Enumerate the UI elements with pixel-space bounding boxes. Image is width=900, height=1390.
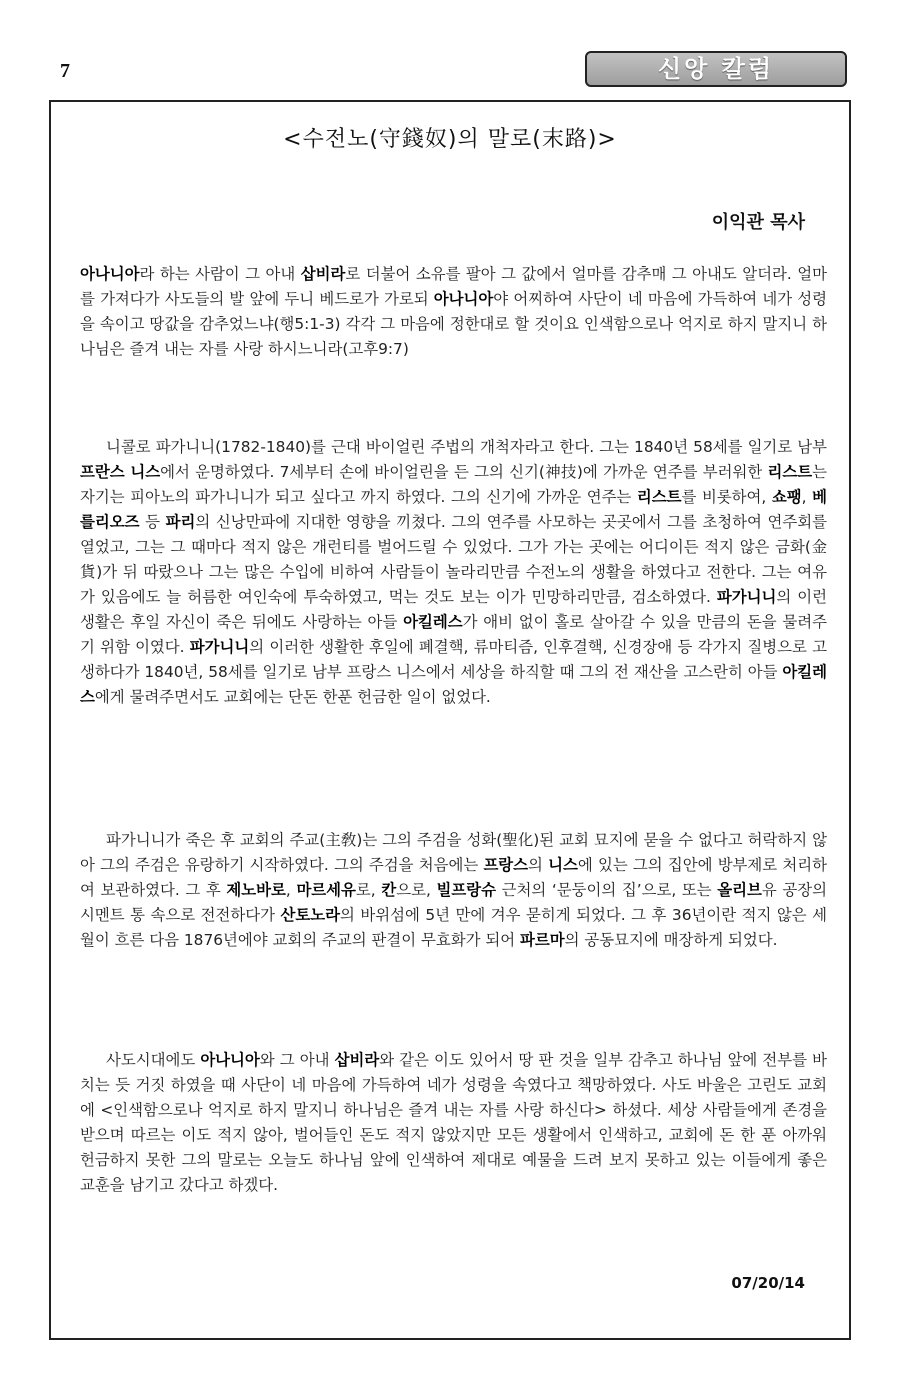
text-run: 가 애비 없이 홀로 살아갈 수 있을 만큼의 돈을 물려주기 위함 이였다.	[80, 613, 827, 656]
text-run: 와 그 아내	[259, 1051, 335, 1069]
text-run: 으로,	[396, 881, 437, 899]
paragraph-2	[80, 435, 827, 710]
text-run: 의 공동묘지에 매장하게 되었다.	[564, 931, 778, 949]
bold-term: 칸	[381, 881, 397, 899]
text-run: 의 이러한 생활한 후일에 폐결핵, 류마티즘, 인후결핵, 신경장애 등 각가지 질병으로 고생하다가 1840년, 58세를 일기로 남부 프랑스 니스에서 세상을 하직할 때 그의 전 재산을 고스란히 아들	[80, 638, 827, 681]
bold-term: 파가니니	[716, 588, 777, 606]
text-run: 의 바위섬에 5년 만에 겨우 묻히게 되었다. 그 후 36년이란 적지 않은 세월이 흐른 다음 1876년에야 교회의 주교의 판결이 무효화가 되어	[80, 906, 827, 949]
bold-term: 마르세유	[296, 881, 356, 899]
article-author: 이익관 목사	[711, 212, 805, 233]
bold-term: 베를리오즈	[80, 488, 827, 531]
bold-term: 리스트	[636, 488, 682, 506]
paragraph-4	[80, 1048, 827, 1198]
text-run: 니콜로 파가니니(1782-1840)를 근대 바이얼린 주법의 개척자라고 한다. 그는 1840년 58세를 일기로 남부	[106, 438, 827, 456]
text-run: 의 이런 생활은 후일 자신이 죽은 뒤에도 사랑하는 아들	[80, 588, 827, 631]
bold-term: 프랑스	[483, 856, 529, 874]
text-run: 를 비롯하여,	[681, 488, 772, 506]
text-run: ,	[801, 488, 813, 506]
text-run: ,	[285, 881, 297, 899]
text-run: 로 더불어 소유를 팔아 그 값에서 얼마를 감추매 그 아내도 알더라. 얼마를 가져다가 사도들의 발 앞에 두니 베드로가 가로되	[80, 265, 827, 308]
bold-term: 삽비라	[300, 265, 346, 283]
text-run: 의 신낭만파에 지대한 영향을 끼쳤다. 그의 연주를 사모하는 곳곳에서 그를 초청하여 연주회를 열었고, 그는 그 때마다 적지 않은 개런티를 벌어드릴 수 있었다. 그가 가는 곳에는 어디이든 적지 않은 금화(金貨)가 뒤 따랐으나 그는 많은 수입에 비하여 사람들이 놀라리만큼 수전노의 생활을 하였다고 전한다. 그는 여유가 있음에도 늘 허름한 여인숙에 투숙하였고, 먹는 것도 보는 이가 민망하리만큼, 검소하였다.	[80, 513, 827, 606]
bold-term: 아킬레스	[403, 613, 463, 631]
bold-term: 파가니니	[189, 638, 250, 656]
bold-term: 아나니아	[433, 290, 494, 308]
bold-term: 산토노라	[280, 906, 340, 924]
bold-term: 프란스 니스	[80, 463, 161, 481]
paragraph-1	[80, 262, 827, 362]
bold-term: 파리	[165, 513, 196, 531]
text-run: 에게 물려주면서도 교회에는 단돈 한푼 헌금한 일이 없었다.	[94, 688, 491, 706]
bold-term: 삽비라	[334, 1051, 380, 1069]
bold-term: 파르마	[520, 931, 565, 949]
text-run: 와 같은 이도 있어서 땅 판 것을 일부 감추고 하나님 앞에 전부를 바치는 듯 거짓 하였을 때 사단이 네 마음에 가득하여 네가 성령을 속였다고 책망하였다. 사도 바울은 고린도 교회에 <인색함으로나 억지로 하지 말지니 하나님은 즐겨 내는 자를 사랑 하신다> 하셨다. 세상 사람들에게 존경을 받으며 따르는 이도 적지 않아, 벌어들인 돈도 적지 않았지만 모든 생활에서 인색하고, 교회에 돈 한 푼 아까워 헌금하지 못한 그의 말로는 오늘도 하나님 앞에 인색하여 제대로 예물을 드려 보지 못하고 있는 이들에게 좋은 교훈을 남기고 갔다고 하겠다.	[80, 1051, 827, 1194]
text-run: 파가니니가 죽은 후 교회의 주교(主敎)는 그의 주검을 성화(聖化)된 교회 묘지에 묻을 수 없다고 허락하지 않아 그의 주검은 유랑하기 시작하였다. 그의 주검을 처음에는	[80, 831, 827, 874]
article-title: <수전노(守錢奴)의 말로(末路)>	[283, 127, 617, 152]
bold-term: 제노바로	[226, 881, 286, 899]
text-run: 로,	[355, 881, 382, 899]
text-run: 라 하는 사람이 그 아내	[139, 265, 301, 283]
paragraph-3	[80, 828, 827, 953]
bold-term: 아나니아	[80, 265, 140, 283]
section-label: 신앙 칼럼	[585, 51, 847, 87]
text-run: 에 있는 그의 집안에 방부제로 처리하여 보관하였다. 그 후	[80, 856, 827, 899]
page-number: 7	[60, 60, 70, 82]
bold-term: 아킬레스	[80, 663, 827, 706]
bold-term: 빌프랑슈	[436, 881, 496, 899]
bold-term: 올리브	[717, 881, 762, 899]
text-run: 사도시대에도	[106, 1051, 201, 1069]
article-frame	[49, 100, 851, 1340]
text-run: 는 자기는 피아노의 파가니니가 되고 싶다고 까지 하였다. 그의 신기에 가까운 연주는	[80, 463, 827, 506]
bold-term: 아나니아	[200, 1051, 260, 1069]
text-run: 의	[528, 856, 549, 874]
text-run: 근처의 ‘문둥이의 집’으로, 또는	[495, 881, 718, 899]
text-run: 등	[139, 513, 166, 531]
text-run: 야 어찌하여 사단이 네 마음에 가득하여 네가 성령을 속이고 땅값을 감추었느냐(행5:1-3) 각각 그 마음에 정한대로 할 것이요 인색함으로나 억지로 하지 말지니 하나님은 즐겨 내는 자를 사랑 하시느니라(고후9:7)	[80, 290, 828, 358]
article-date: 07/20/14	[731, 1274, 805, 1292]
bold-term: 쇼팽	[771, 488, 802, 506]
text-run: 유 공장의 시멘트 통 속으로 전전하다가	[80, 881, 827, 924]
text-run: 에서 운명하였다. 7세부터 손에 바이얼린을 든 그의 신기(神技)에 가까운 연주를 부러워한	[160, 463, 768, 481]
bold-term: 리스트	[767, 463, 813, 481]
bold-term: 니스	[548, 856, 578, 874]
